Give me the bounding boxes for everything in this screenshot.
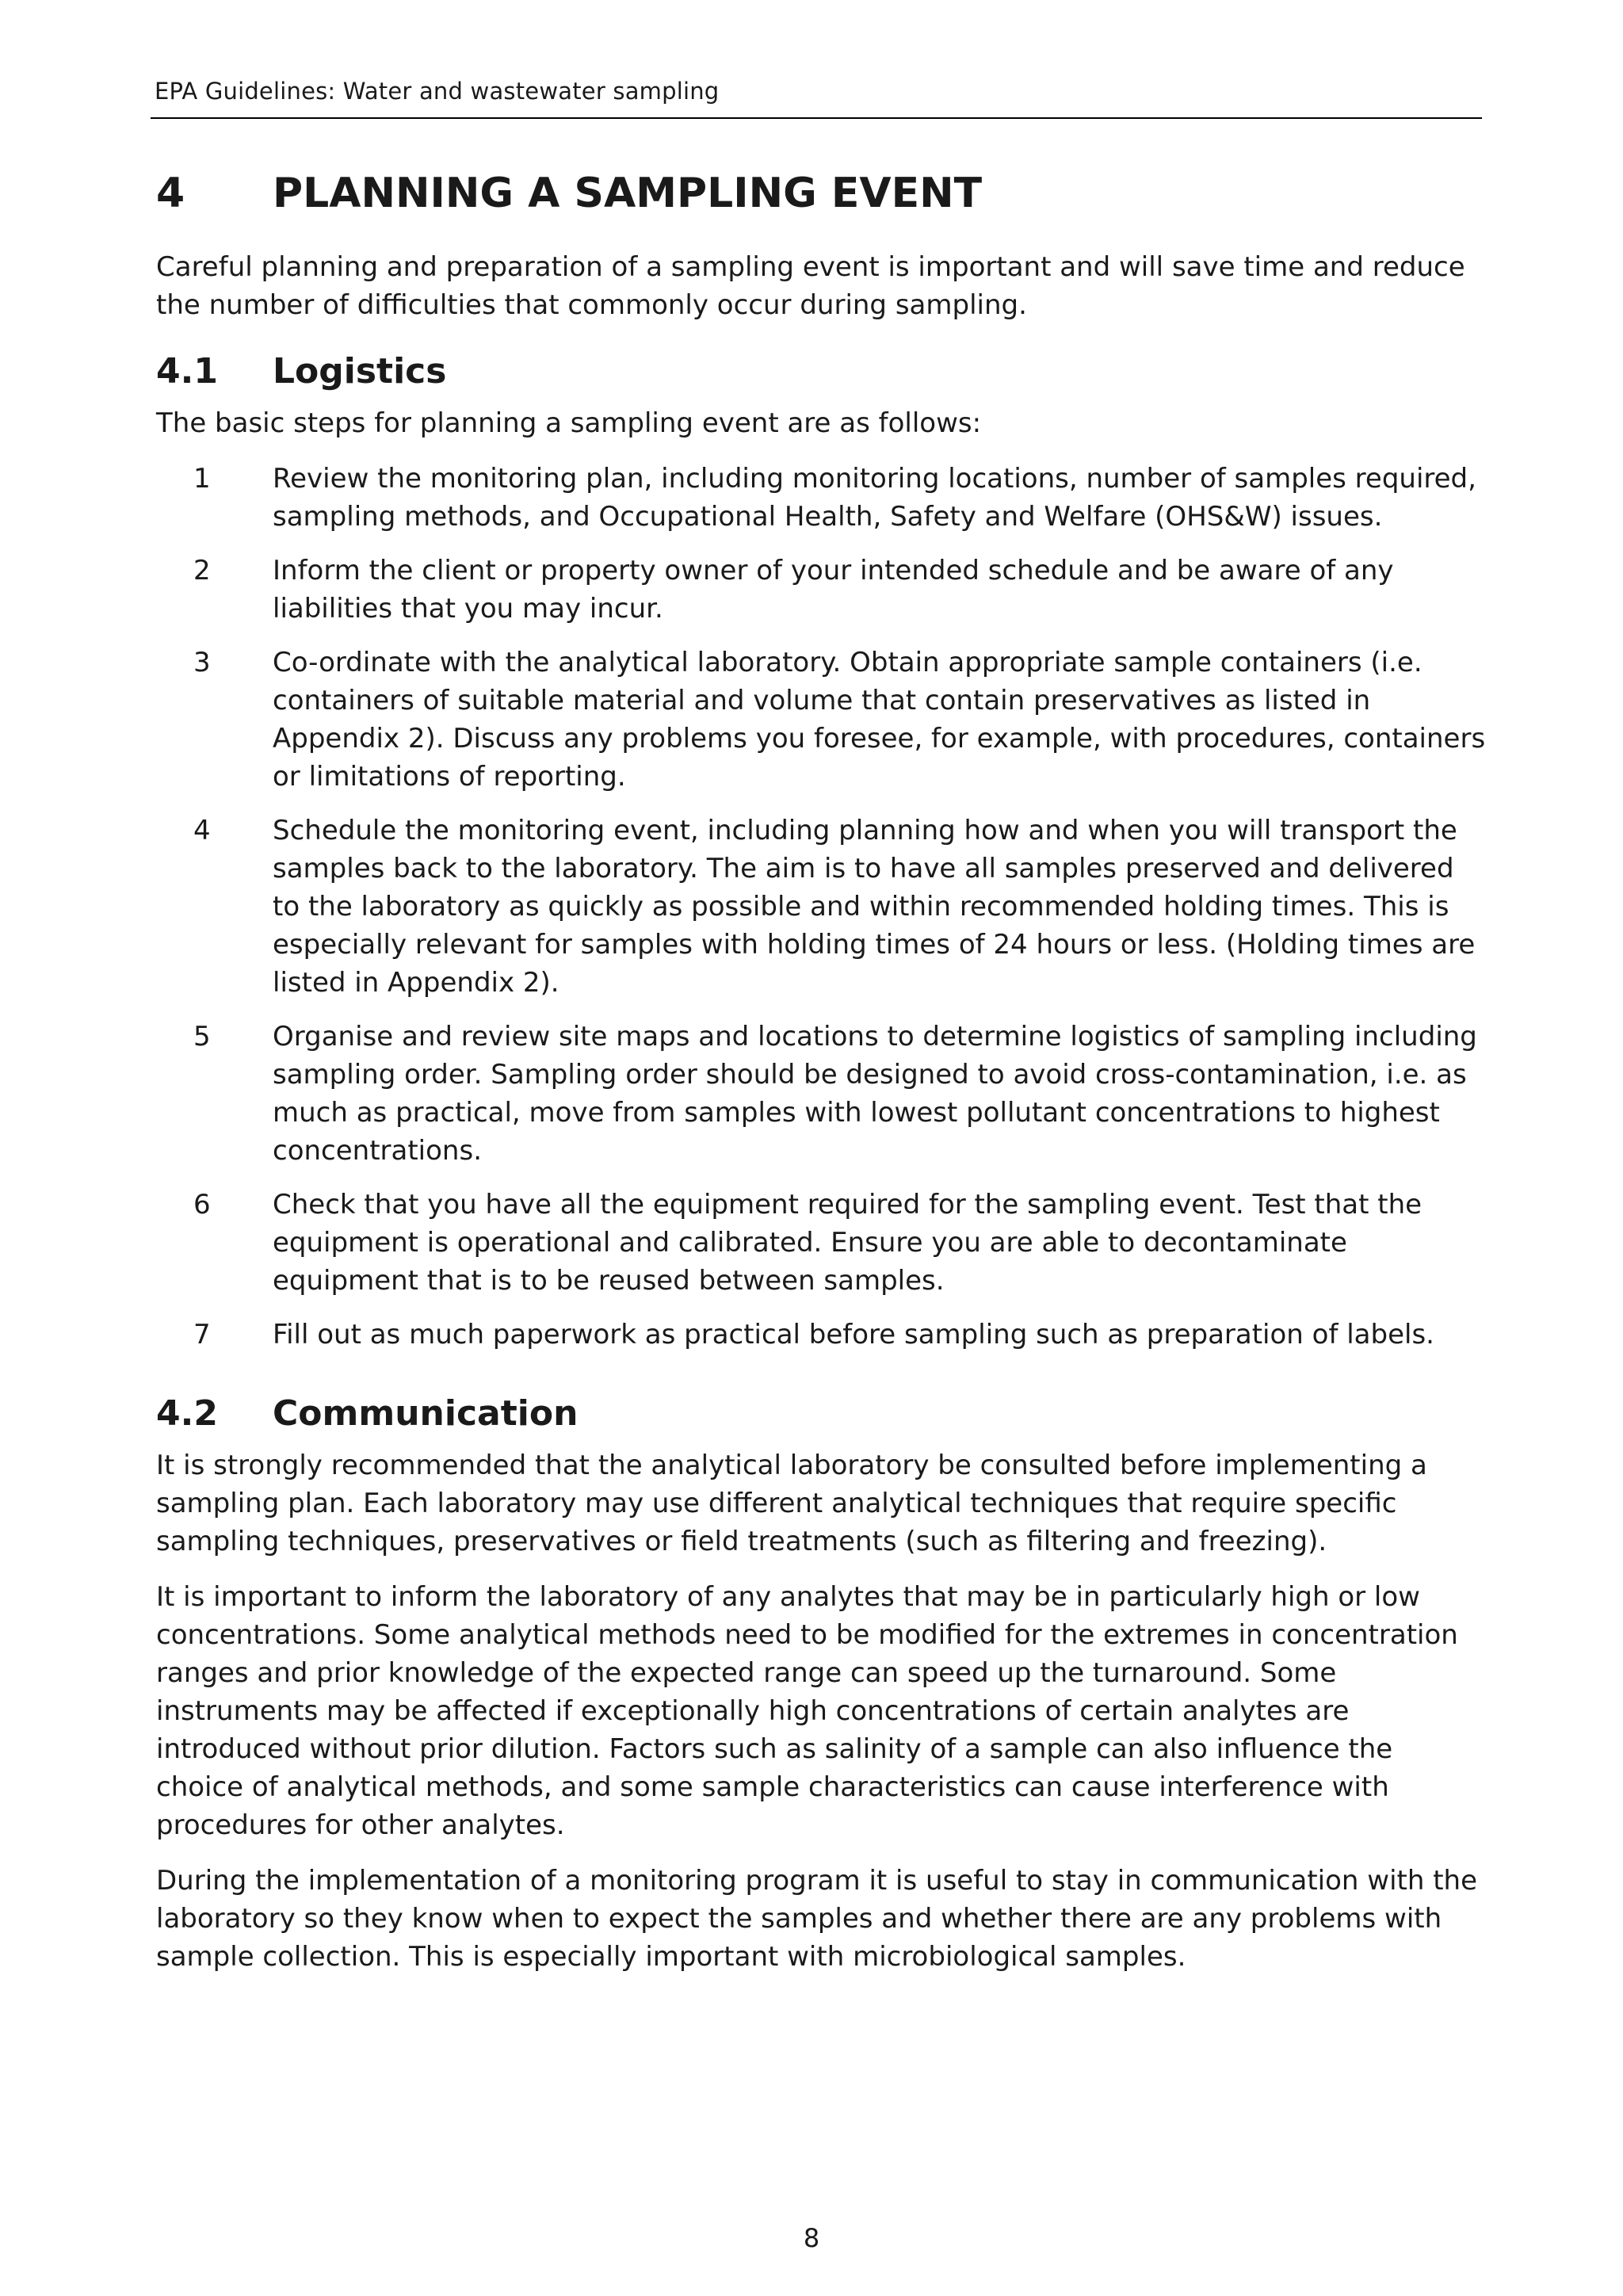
running-header: EPA Guidelines: Water and wastewater sampling xyxy=(155,78,720,105)
step-number: 7 xyxy=(193,1318,211,1350)
communication-paragraph: During the implementation of a monitoring program it is useful to stay in communication with the laboratory so they know when to expect the samples and whether there are any problems with sample collection. This is especially important with microbiological samples. xyxy=(156,1864,1478,1973)
section-intro: Careful planning and preparation of a sampling event is important and will save time and reduce the number of difficulties that commonly occur during sampling. xyxy=(156,251,1465,321)
subsection-number: 4.1 xyxy=(156,351,218,392)
planning-steps-list xyxy=(156,460,1487,1354)
step-text: Organise and review site maps and locations to determine logistics of sampling including sampling order. Sampling order should be designed to avoid cross-contamination, i.e. as much as practical, move from samples with lowest pollutant concentrations to highest concentrations. xyxy=(273,1020,1477,1167)
step-text: Inform the client or property owner of your intended schedule and be aware of any liabilities that you may incur. xyxy=(273,554,1394,625)
list-item xyxy=(156,552,1487,628)
step-number: 6 xyxy=(193,1188,211,1221)
list-item xyxy=(156,1018,1487,1170)
communication-paragraph: It is strongly recommended that the analytical laboratory be consulted before implementing a sampling plan. Each laboratory may use different analytical techniques that require specific sampling techniques, preservatives or field treatments (such as filtering and freezing). xyxy=(156,1449,1427,1557)
section-heading xyxy=(156,168,1487,220)
page-body xyxy=(156,168,1487,1993)
step-number: 3 xyxy=(193,646,211,678)
step-number: 4 xyxy=(193,814,211,846)
header-divider xyxy=(151,117,1482,119)
list-item xyxy=(156,644,1487,796)
page-number: 8 xyxy=(803,2223,820,2253)
logistics-lead: The basic steps for planning a sampling event are as follows: xyxy=(156,407,982,439)
list-item xyxy=(156,460,1487,536)
step-number: 5 xyxy=(193,1020,211,1052)
subsection-heading-logistics xyxy=(156,351,1487,393)
step-number: 1 xyxy=(193,462,211,495)
subsection-title: Logistics xyxy=(273,351,447,392)
section-number: 4 xyxy=(156,170,185,217)
step-text: Fill out as much paperwork as practical before sampling such as preparation of labels. xyxy=(273,1318,1434,1350)
subsection-heading-communication xyxy=(156,1393,1487,1435)
step-text: Review the monitoring plan, including monitoring locations, number of samples required, sampling methods, and Occupational Health, Safety and Welfare (OHS&W) issues. xyxy=(273,462,1476,533)
list-item xyxy=(156,812,1487,1002)
step-text: Check that you have all the equipment required for the sampling event. Test that the equipment is operational and calibrated. Ensure you are able to decontaminate equipment that is to be reused between samples. xyxy=(273,1188,1423,1297)
section-title: PLANNING A SAMPLING EVENT xyxy=(273,170,983,217)
step-text: Co-ordinate with the analytical laboratory. Obtain appropriate sample containers (i.e. containers of suitable material and volume that contain preservatives as listed in Appendix 2). Discuss any problems you foresee, for example, with procedures, containers or limitations of reporting. xyxy=(273,646,1486,793)
step-text: Schedule the monitoring event, including planning how and when you will transport the samples back to the laboratory. The aim is to have all samples preserved and delivered to the laboratory as quickly as possible and within recommended holding times. This is especially relevant for samples with holding times of 24 hours or less. (Holding times are listed in Appendix 2). xyxy=(273,814,1476,999)
subsection-number: 4.2 xyxy=(156,1392,218,1434)
step-number: 2 xyxy=(193,554,211,586)
subsection-title: Communication xyxy=(273,1392,579,1434)
communication-paragraph: It is important to inform the laboratory of any analytes that may be in particularly high or low concentrations. Some analytical methods need to be modified for the extremes in concentration ranges and prior knowledge of the expected range can speed up the turnaround. Some instruments may be affected if exceptionally high concentrations of certain analytes are introduced without prior dilution. Factors such as salinity of a sample can also influence the choice of analytical methods, and some sample characteristics can cause interference with procedures for other analytes. xyxy=(156,1580,1458,1841)
list-item xyxy=(156,1316,1487,1354)
list-item xyxy=(156,1186,1487,1300)
